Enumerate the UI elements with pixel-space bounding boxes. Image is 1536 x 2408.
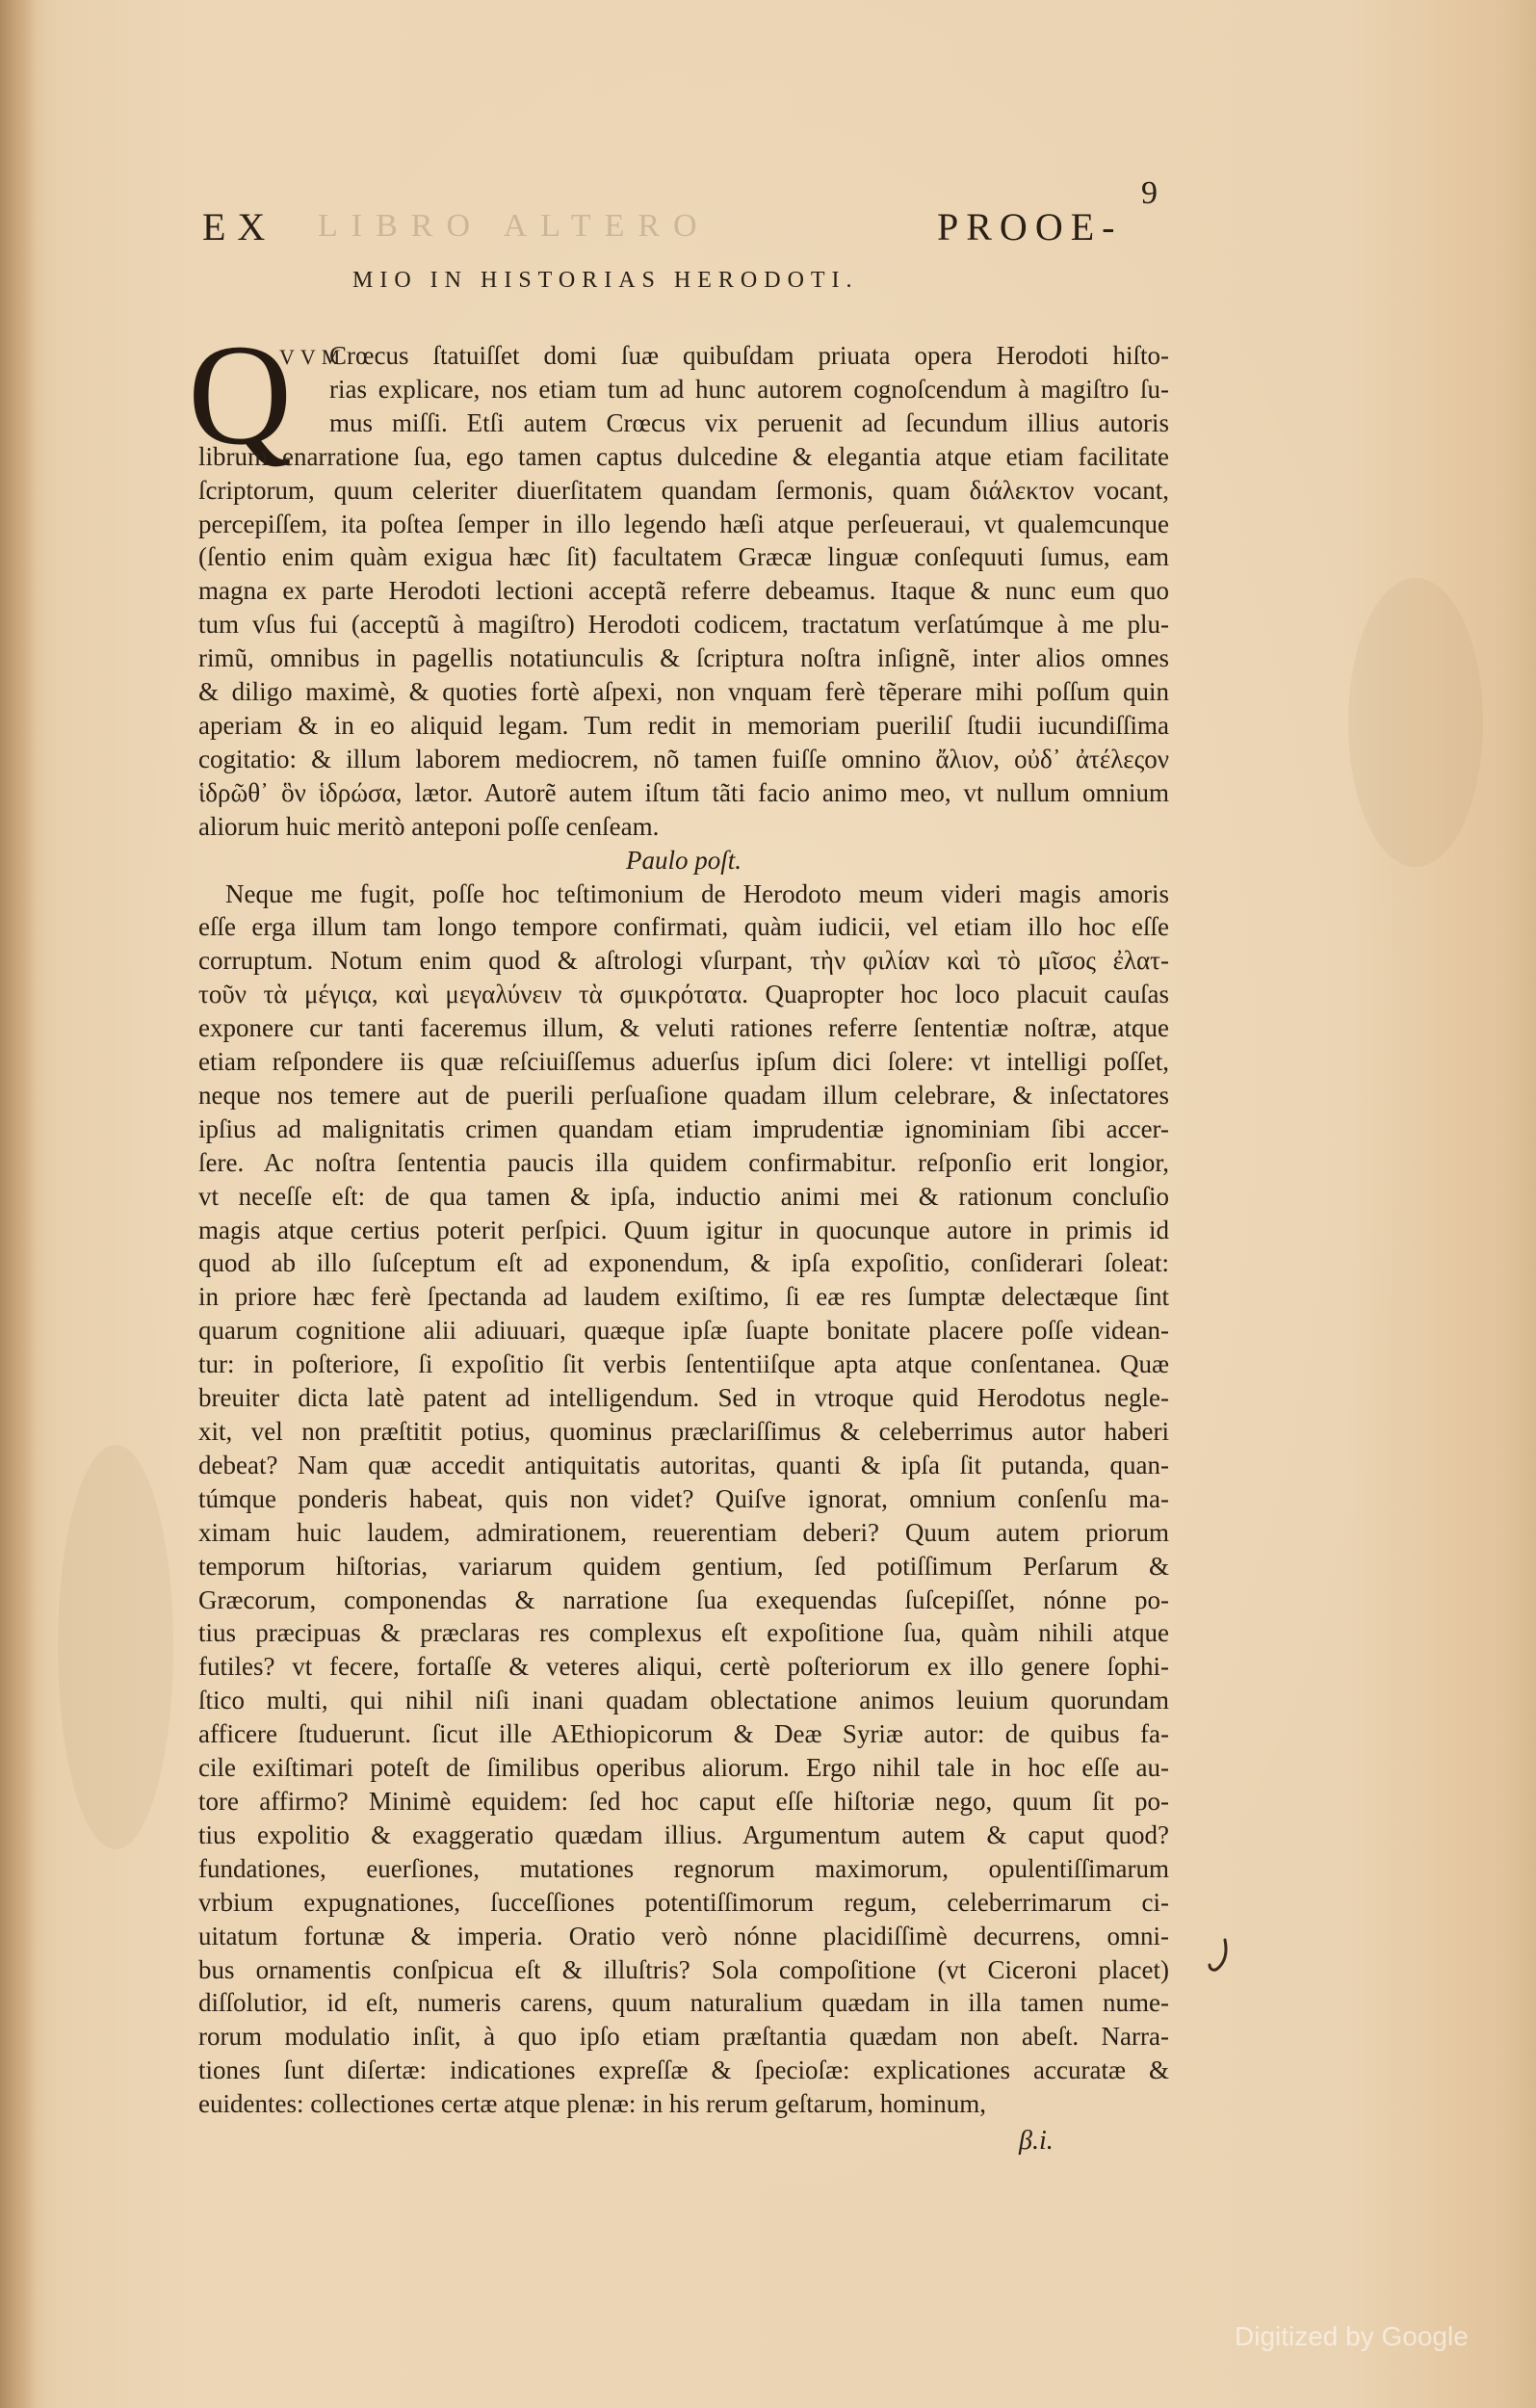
text-line: ſcriptorum, quum celeriter diuerſitatem quandam ſermonis, quam διάλεκτον vocant, [198, 475, 1169, 505]
text-line: rorum modulatio inſit, à quo ipſo etiam præſtantia quædam non abeſt. Narra- [198, 2022, 1169, 2052]
text-line: Græcorum, componendas & narratione ſua exequendas ſuſcepiſſet, nónne po- [198, 1584, 1169, 1614]
text-line: tius expolitio & exaggeratio quædam illius. Argumentum autem & caput quod? [198, 1819, 1169, 1849]
text-line: afficere ſtuduerunt. ſicut ille AEthiopicorum & Deæ Syriæ autor: de quibus fa- [198, 1719, 1169, 1749]
text-line: rias explicare, nos etiam tum ad hunc autorem cognoſcendum à magiſtro ſu- [329, 374, 1169, 404]
text-line: xit, vel non præſtitit potius, quominus præclariſſimus & celeberrimus autor haberi [198, 1417, 1169, 1446]
ink-mark-icon [1204, 1936, 1233, 1975]
text-line: cile exiſtimari poteſt de ſimilibus operibus aliorum. Ergo nihil tale in hoc eſſe au- [198, 1753, 1169, 1783]
page-binding-shadow [0, 0, 37, 2408]
text-line: tiones ſunt diſertæ: indicationes expreſſæ & ſpecioſæ: explicationes accuratæ & [198, 2055, 1169, 2085]
text-line: in priore hæc ferè ſpectanda ad laudem exiſtimo, ſi eæ res ſumptæ delectæque ſint [198, 1282, 1169, 1312]
text-line: diſſolutior, id eſt, numeris carens, quum naturalium quædam in illa tamen nume- [198, 1988, 1169, 2018]
running-header-right: PROOE- [937, 205, 1123, 249]
drop-cap-word-rest: VVM [279, 345, 347, 369]
text-line: debeat? Nam quæ accedit antiquitatis autoritas, quanti & ipſa ſit putanda, quan- [198, 1450, 1169, 1479]
section-subtitle: MIO IN HISTORIAS HERODOTI. [352, 268, 859, 293]
text-line: futiles? vt fecere, fortaſſe & veteres aliqui, certè poſteriorum ex illo genere ſophi- [198, 1652, 1169, 1682]
text-line: vrbium expugnationes, ſucceſſiones potentiſſimorum regum, celeberrimarum ci- [198, 1887, 1169, 1917]
page-number: 9 [1141, 175, 1158, 211]
body-text [198, 339, 1169, 2121]
paulo-post-heading: Paulo poſt. [626, 845, 742, 875]
text-line: τοῦν τὰ μέγιςα, καὶ μεγαλύνειν τὰ σμικρότατα. Quapropter hoc loco placuit cauſas [198, 980, 1169, 1009]
text-line: ximam huic laudem, admirationem, reuerentiam deberi? Quum autem priorum [198, 1517, 1169, 1547]
text-line: aperiam & in eo aliquid legam. Tum redit in memoriam pueriliſ ſtudii iucundiſſima [198, 710, 1169, 740]
signature-mark: β.i. [1019, 2126, 1054, 2156]
text-line: túmque ponderis habeat, quis non videt? Quiſve ignorat, omnium conſenſu ma- [198, 1483, 1169, 1513]
text-line: euidentes: collectiones certæ atque plenæ: in his rerum geſtarum, hominum, [198, 2089, 987, 2119]
text-line: ipſius ad malignitatis crimen quandam etiam imprudentiæ ignominiam ſibi accer- [198, 1113, 1169, 1143]
text-line: tius præcipuas & præclaras res complexus eſt expoſitione ſua, quàm nihili atque [198, 1618, 1169, 1648]
text-line: aliorum huic meritò anteponi poſſe cenſeam. [198, 811, 660, 841]
text-line: magna ex parte Herodoti lectioni acceptã referre debeamus. Itaque & nunc eum quo [198, 576, 1169, 606]
text-line: (ſentio enim quàm exigua hæc ſit) facultatem Græcæ linguæ conſequuti ſumus, eam [198, 542, 1169, 572]
running-header-faint: LIBRO ALTERO [318, 208, 711, 244]
text-line: quarum cognitione alii adiuuari, quæque ipſæ ſuapte bonitate placere poſſe videan- [198, 1316, 1169, 1346]
text-line: percepiſſem, ita poſtea ſemper in illo legendo hæſi atque perſeueraui, vt qualemcunque [198, 509, 1169, 538]
text-line: ſere. Ac noſtra ſententia paucis illa quidem confirmabitur. reſponſio erit longior, [198, 1147, 1169, 1177]
text-line: vt neceſſe eſt: de qua tamen & ipſa, inductio animi mei & rationum concluſio [198, 1181, 1169, 1211]
text-line: librum enarratione ſua, ego tamen captus dulcedine & elegantia atque etiam facilitate [198, 441, 1169, 471]
text-line: uitatum fortunæ & imperia. Oratio verò nónne placidiſſimè decurrens, omni- [198, 1921, 1169, 1950]
text-line: corruptum. Notum enim quod & aſtrologi vſurpant, τὴν φιλίαν καὶ τὸ μῖσος ἐλατ- [198, 946, 1169, 976]
text-line: temporum hiſtorias, variarum quidem gentium, ſed potiſſimum Perſarum & [198, 1551, 1169, 1581]
text-line: ſtico multi, qui nihil niſi inani quadam oblectatione animos leuium quorundam [198, 1686, 1169, 1715]
paper-stain [58, 1445, 173, 1849]
text-line: & diligo maximè, & quoties fortè aſpexi, non vnquam ferè tẽperare mihi poſſum quin [198, 677, 1169, 707]
text-line: magis atque certius poterit perſpici. Quum igitur in quocunque autore in primis id [198, 1215, 1169, 1244]
text-line: exponere cur tanti faceremus illum, & veluti rationes referre ſententiæ noſtræ, atque [198, 1013, 1169, 1043]
text-line: Neque me fugit, poſſe hoc teſtimonium de Herodoto meum videri magis amoris [225, 878, 1169, 908]
text-line: Crœcus ſtatuiſſet domi ſuæ quibuſdam priuata opera Herodoti hiſto- [329, 341, 1169, 370]
text-line: ἱδρῶθ᾽ ὃν ἱδρώσα, lætor. Autorẽ autem iſtum tãti facio animo meo, vt nullum omnium [198, 777, 1169, 807]
text-line: fundationes, euerſiones, mutationes regnorum maximorum, opulentiſſimarum [198, 1853, 1169, 1883]
drop-cap: Q [188, 315, 293, 475]
text-line: tur: in poſteriore, ſi expoſitio ſit verbis ſententiiſque apta atque conſentanea. Quæ [198, 1349, 1169, 1379]
text-line: cogitatio: & illum laborem mediocrem, nõ tamen fuiſſe omnino ἄλιον, οὐδ᾽ ἀτέλεςον [198, 744, 1169, 773]
paper-stain [1348, 578, 1483, 867]
text-line: tore affirmo? Minimè equidem: ſed hoc caput eſſe hiſtoriæ nego, quum ſit po- [198, 1786, 1169, 1816]
digitized-watermark: Digitized by Google [1235, 2321, 1469, 2351]
text-line: mus miſſi. Etſi autem Crœcus vix peruenit ad ſecundum illius autoris [329, 407, 1169, 437]
text-line: quod ab illo ſuſceptum eſt ad exponendum, & ipſa expoſitio, conſiderari ſoleat: [198, 1248, 1169, 1278]
text-line: eſſe erga illum tam longo tempore confirmati, quàm iudicii, vel etiam illo hoc eſſe [198, 912, 1169, 942]
text-line: bus ornamentis conſpicua eſt & illuſtris? Sola compoſitione (vt Ciceroni placet) [198, 1954, 1169, 1984]
text-line: rimũ, omnibus in pagellis notatiunculis & ſcriptura noſtra inſignẽ, inter alios omnes [198, 643, 1169, 673]
text-line: tum vſus fui (acceptũ à magiſtro) Herodoti codicem, tractatum verſatúmque à me plu- [198, 610, 1169, 640]
running-header-left: EX [202, 205, 277, 249]
text-line: etiam reſpondere iis quæ reſciuiſſemus aduerſus ipſum dici ſolere: vt intelligi poſſet, [198, 1047, 1169, 1077]
text-line: neque nos temere aut de puerili perſuaſione quadam illum celebrare, & inſectatores [198, 1080, 1169, 1110]
text-line: breuiter dicta latè patent ad intelligendum. Sed in vtroque quid Herodotus negle- [198, 1383, 1169, 1413]
